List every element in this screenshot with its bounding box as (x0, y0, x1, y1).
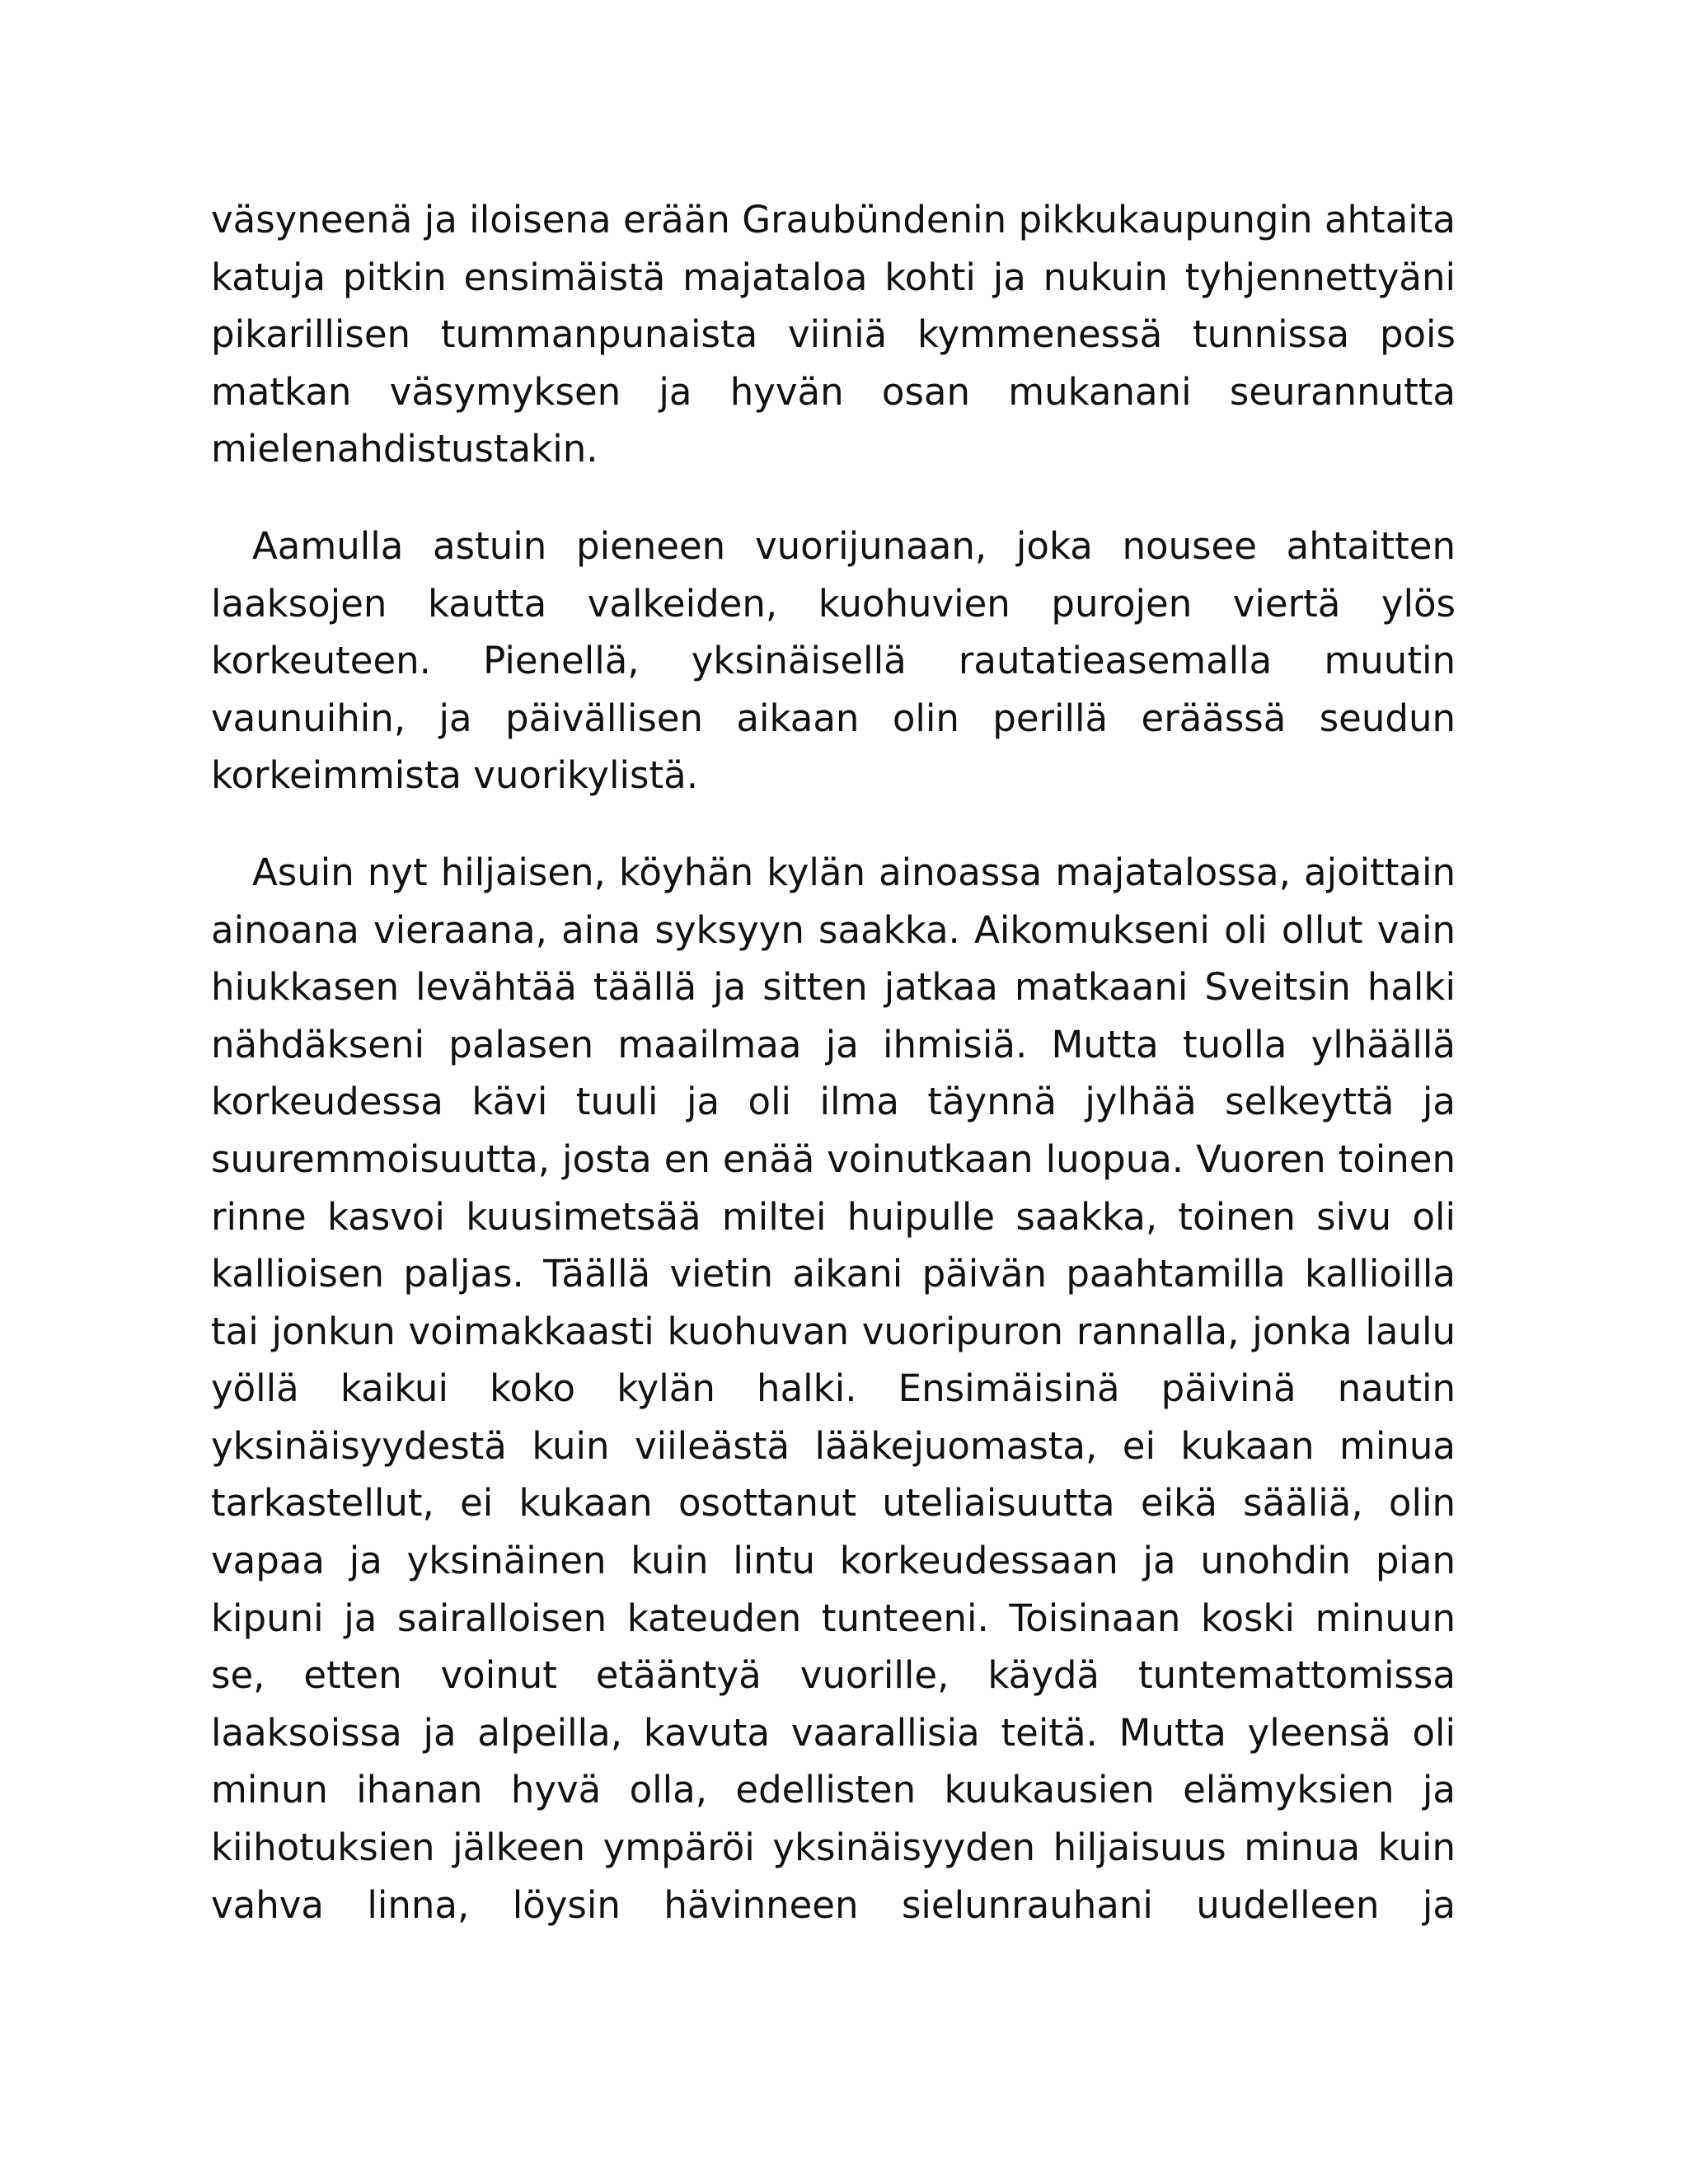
paragraph-1: väsyneenä ja iloisena erään Graubündenin pikkukaupungin ahtaita katuja pitkin ensimäistä majataloa kohti ja nukuin tyhjennettyäni pikarillisen tummanpunaista viiniä kymmenessä tunnissa pois matkan väsymyksen ja hyvän osan mukanani seurannutta mielenahdistustakin. (211, 198, 1456, 471)
paragraph-3: Asuin nyt hiljaisen, köyhän kylän ainoassa majatalossa, ajoittain ainoana vieraana, aina syksyyn saakka. Aikomukseni oli ollut vain hiukkasen levähtää täällä ja sitten jatkaa matkaani Sveitsin halki nähdäkseni palasen maailmaa ja ihmisiä. Mutta tuolla ylhäällä korkeudessa kävi tuuli ja oli ilma täynnä jylhää selkeyttä ja suuremmoisuutta, josta en enää voinutkaan luopua. Vuoren toinen rinne kasvoi kuusimetsää miltei huipulle saakka, toinen sivu oli kallioisen paljas. Täällä vietin aikani päivän paahtamilla kallioilla tai jonkun voimakkaasti kuohuvan vuoripuron rannalla, jonka laulu yöllä kaikui koko kylän halki. Ensimäisinä päivinä nautin yksinäisyydestä kuin viileästä lääkejuomasta, ei kukaan minua tarkastellut, ei kukaan osottanut uteliaisuutta eikä sääliä, olin vapaa ja yksinäinen kuin lintu korkeudessaan ja unohdin pian kipuni ja sairalloisen kateuden tunteeni. Toisinaan koski minuun se, etten voinut etääntyä vuorille, käydä tuntemattomissa laaksoissa ja alpeilla, kavuta vaarallisia teitä. Mutta yleensä oli minun ihanan hyvä olla, edellisten kuukausien elämyksien ja kiihotuksien jälkeen ympäröi yksinäisyyden hiljaisuus minua kuin vahva linna, löysin hävinneen sielunrauhani uudelleen ja (211, 850, 1456, 1927)
text-column (211, 191, 1456, 1933)
paragraph-2: Aamulla astuin pieneen vuorijunaan, joka nousee ahtaitten laaksojen kautta valkeiden, kuohuvien purojen viertä ylös korkeuteen. Pienellä, yksinäisellä rautatieasemalla muutin vaunuihin, ja päivällisen aikaan olin perillä eräässä seudun korkeimmista vuorikylistä. (211, 523, 1456, 798)
